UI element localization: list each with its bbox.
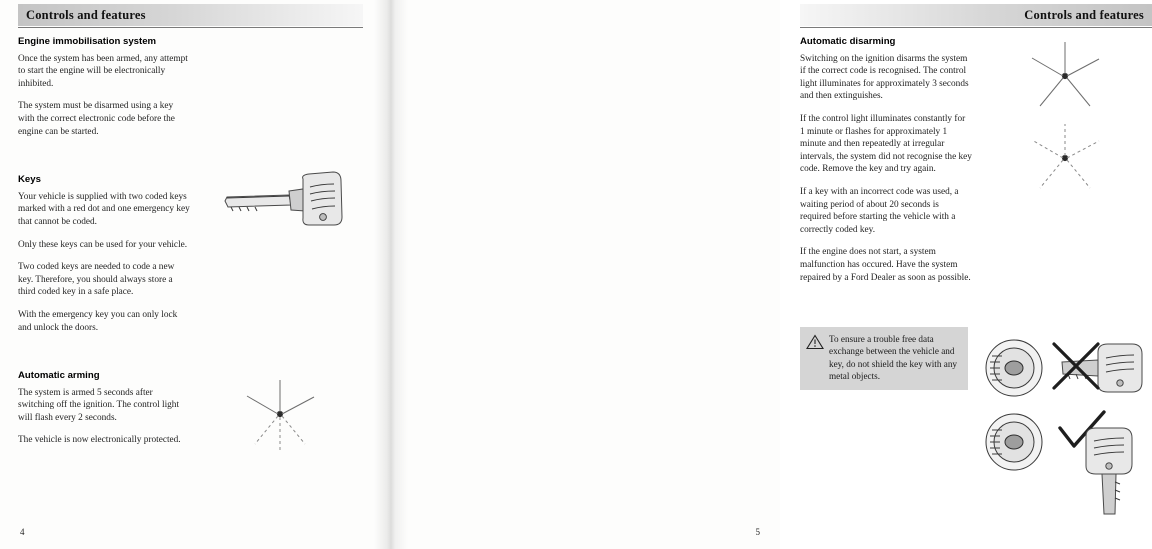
paragraph-disarming-3: If a key with an incorrect code was used, a waiting period of about 20 seconds is required before starting the vehicle with a correctly coded key. [800,186,959,235]
left-page [0,0,390,549]
left-page-header-banner [18,4,363,26]
section-heading-keys: Keys [18,174,41,186]
paragraph-arming-1: The system is armed 5 seconds after switching off the ignition. The control light will flash every 2 seconds. [18,387,180,423]
section-spacer-1 [18,148,190,174]
right-header-rule [800,27,1152,28]
right-page [390,0,1144,549]
key-shielded-by-coin-prohibited-illustration [982,330,1152,410]
warning-note-box [800,327,968,390]
right-page-text-column [800,36,972,294]
warning-triangle-icon [806,334,824,383]
paragraph-disarming-4: If the engine does not start, a system malfunction has occured. Have the system repaired by a Ford Dealer as soon as possible. [800,247,971,283]
key-clear-of-coin-approved-illustration [982,410,1152,520]
left-page-text-column [18,36,190,457]
left-page-header-title: Controls and features [26,7,146,22]
right-page-header-banner [800,4,1152,26]
paragraph-immobilisation-2: The system must be disarmed using a key with the correct electronic code before the engine can be started. [18,101,175,137]
paragraph-keys-2: Only these keys can be used for your vehicle. [18,239,188,250]
control-light-flashing-illustration [225,372,335,452]
section-spacer-2 [18,344,190,370]
section-heading-automatic-disarming: Automatic disarming [800,36,896,47]
right-page-header-title: Controls and features [1024,7,1144,22]
paragraph-disarming-2: If the control light illuminates constantly for 1 minute or flashes for approximately 1 minute and then repeatedly at irregular intervals, the system did not recognise the key code. Remove the key and try again. [800,113,972,175]
section-heading-engine-immobilisation: Engine immobilisation system [18,36,157,47]
section-heading-automatic-arming: Automatic arming [18,370,100,382]
control-light-steady-illustration [1010,36,1120,116]
paragraph-keys-1: Your vehicle is supplied with two coded keys marked with a red dot and one emergency key that cannot be coded. [18,191,190,227]
paragraph-immobilisation-1: Once the system has been armed, any attempt to start the engine will be electronically inhibited. [18,53,188,89]
paragraph-keys-3: Two coded keys are needed to code a new key. Therefore, you should always store a third coded key in a safe place. [18,262,175,298]
paragraph-arming-2: The vehicle is now electronically protected. [18,435,181,446]
warning-note-text: To ensure a trouble free data exchange between the vehicle and key, do not shield the key with any metal objects. [829,334,958,382]
right-page-number: 5 [755,527,760,537]
left-page-number: 4 [20,527,25,537]
left-header-rule [18,27,363,28]
coded-key-with-red-dot-illustration [215,165,345,235]
control-light-dashed-illustration [1010,118,1120,198]
paragraph-keys-4: With the emergency key you can only lock and unlock the doors. [18,309,178,333]
paragraph-disarming-1: Switching on the ignition disarms the system if the correct code is recognised. The control light illuminates for approximately 3 seconds and then extinguishes. [800,53,969,102]
